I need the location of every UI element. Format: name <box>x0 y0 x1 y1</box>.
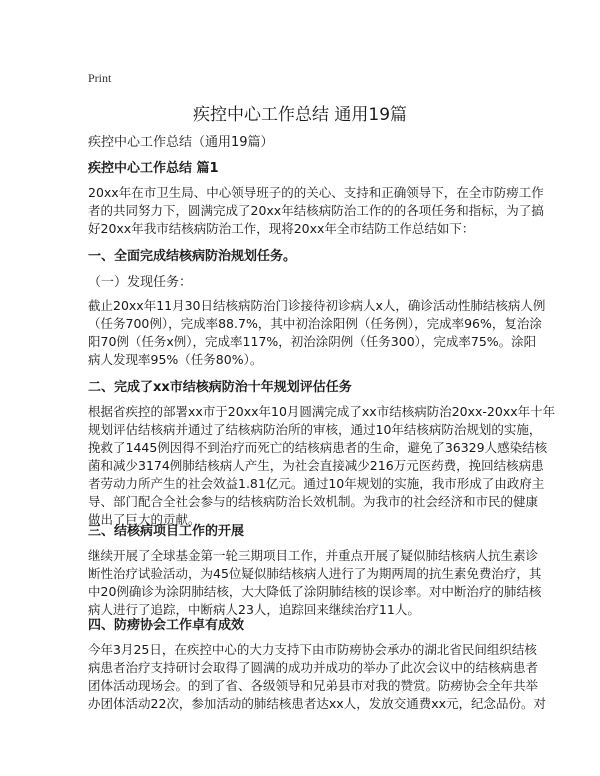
section3-heading: 三、结核病项目工作的开展 <box>88 524 245 539</box>
text-line: 中20例确诊为涂阴肺结核，大大降低了涂阴肺结核的误诊率。对中断治疗的肺结核 <box>88 584 542 599</box>
text-line: 做出了巨大的贡献。 <box>88 512 201 527</box>
text-line: 好20xx年我市结核病防治工作，现将20xx年全市结防工作总结如下： <box>88 221 475 236</box>
intro-paragraph <box>88 184 544 238</box>
text-line: 病人发现率95%（任务80%）。 <box>88 352 263 367</box>
section1-subheading: （一）发现任务： <box>88 275 193 290</box>
text-line: 20xx年在市卫生局、中心领导班子的的关心、支持和正确领导下，在全市防痨工作 <box>88 185 544 200</box>
text-line: 者的共同努力下，圆满完成了20xx年结核病防治工作的的各项任务和指标，为了搞 <box>88 203 544 218</box>
text-line: 截止20xx年11月30日结核病防治门诊接待初诊病人x人，确诊活动性肺结核病人例 <box>88 298 546 313</box>
section3-paragraph <box>88 547 542 619</box>
text-line: 继续开展了全球基金第一轮三期项目工作，并重点开展了疑似肺结核病人抗生素诊 <box>88 548 539 563</box>
section4-heading: 四、防痨协会工作卓有成效 <box>88 618 245 633</box>
text-line: 阳70例（任务x例），完成率117%，初治涂阴例（任务300），完成率75%。涂阳 <box>88 334 537 349</box>
section2-heading: 二、完成了xx市结核病防治十年规划评估任务 <box>88 380 352 395</box>
text-line: 断性治疗试验活动，为45位疑似肺结核病人进行了为期两周的抗生素免费治疗，其 <box>88 566 542 581</box>
text-line: 导、部门配合全社会参与的结核病防治长效机制。为我市的社会经济和市民的健康 <box>88 494 539 509</box>
text-line: 团体活动现场会。的到了省、各级领导和兄弟县市对我的赞赏。防痨协会全年共举 <box>88 678 539 693</box>
page-title: 疾控中心工作总结 通用19篇 <box>192 105 408 125</box>
section4-paragraph <box>88 641 546 713</box>
text-line: 规划评估结核病并通过了结核病防治所的审核，通过10年结核病防治规划的实施， <box>88 422 542 437</box>
section1-heading: 一、全面完成结核病防治规划任务。 <box>88 249 297 264</box>
text-line: 菌和减少3174例肺结核病人产生，为社会直接减少216万元医药费，挽回结核病患 <box>88 458 544 473</box>
text-line: 病人进行了追踪，中断病人23人，追踪回来继续治疗11人。 <box>88 602 420 617</box>
text-line: 根据省疾控的部署xx市于20xx年10月圆满完成了xx市结核病防治20xx-20xx年十年 <box>88 404 556 419</box>
text-line: （任务700例），完成率88.7%，其中初治涂阳例（任务例），完成率96%，复治涂 <box>88 316 542 331</box>
article-heading: 疾控中心工作总结 篇1 <box>88 161 219 176</box>
print-label: Print <box>88 71 112 85</box>
text-line: 办团体活动22次，参加活动的肺结核患者达xx人，发放交通费xx元，纪念品份。对 <box>88 696 546 711</box>
text-line: 今年3月25日，在疾控中心的大力支持下由市防痨协会承办的湖北省民间组织结核 <box>88 642 537 657</box>
section2-paragraph <box>88 403 556 529</box>
text-line: 者劳动力所产生的社会效益1.81亿元。通过10年规划的实施，我市形成了由政府主 <box>88 476 545 491</box>
text-line: 病患者治疗支持研讨会取得了圆满的成功并成功的举办了此次会议中的结核病患者 <box>88 660 539 675</box>
text-line: 挽救了1445例因得不到治疗而死亡的结核病患者的生命，避免了36329人感染结核 <box>88 440 548 455</box>
section1-paragraph <box>88 297 546 369</box>
subtitle: 疾控中心工作总结（通用19篇） <box>88 135 274 150</box>
